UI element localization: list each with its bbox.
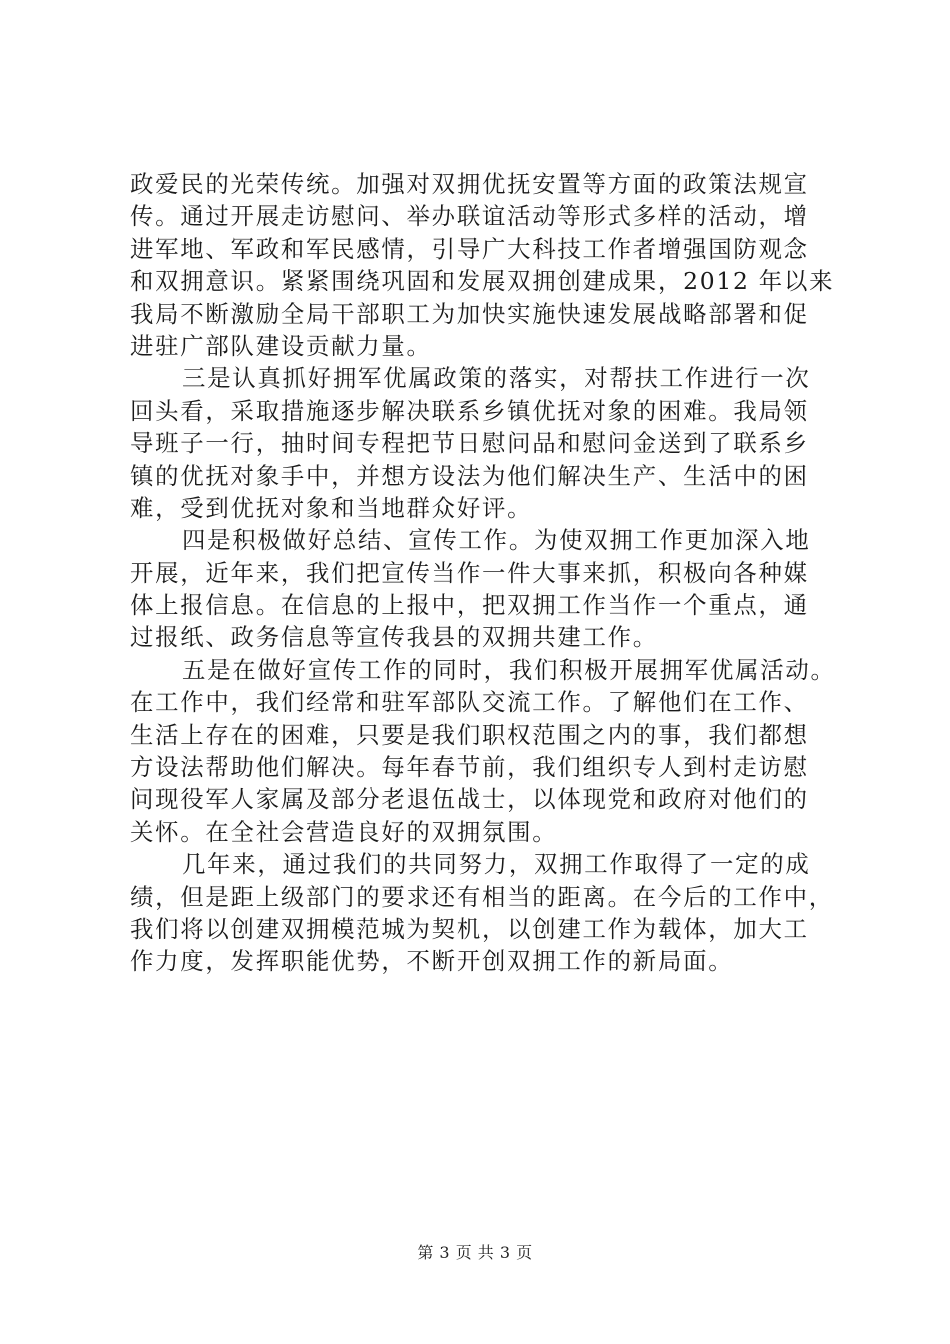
text-line: 开展，近年来，我们把宣传当作一件大事来抓，积极向各种媒 [130,558,809,587]
text-line: 传。通过开展走访慰问、举办联谊活动等形式多样的活动，增 [130,202,809,231]
text-line: 政爱民的光荣传统。加强对双拥优抚安置等方面的政策法规宣 [130,170,809,198]
paragraph-start-line: 三是认真抓好拥军优属政策的落实，对帮扶工作进行一次 [182,364,811,393]
text-line: 镇的优抚对象手中，并想方设法为他们解决生产、生活中的困 [130,461,809,490]
text-line: 作力度，发挥职能优势，不断开创双拥工作的新局面。 [130,947,734,976]
text-line: 在工作中，我们经常和驻军部队交流工作。了解他们在工作、 [130,688,809,717]
text-line: 生活上存在的困难，只要是我们职权范围之内的事，我们都想 [130,720,809,749]
text-line: 我局不断激励全局干部职工为加快实施快速发展战略部署和促 [130,299,809,328]
text-line: 过报纸、政务信息等宣传我县的双拥共建工作。 [130,623,658,652]
text-line: 进驻广部队建设贡献力量。 [130,331,432,360]
paragraph-start-line: 几年来，通过我们的共同努力，双拥工作取得了一定的成 [182,850,811,879]
text-line: 难，受到优抚对象和当地群众好评。 [130,493,533,522]
text-line: 回头看，采取措施逐步解决联系乡镇优抚对象的困难。我局领 [130,396,809,425]
text-line: 关怀。在全社会营造良好的双拥氛围。 [130,817,558,846]
text-line: 方设法帮助他们解决。每年春节前，我们组织专人到村走访慰 [130,753,809,782]
body-text [130,168,836,978]
text-line: 导班子一行，抽时间专程把节日慰问品和慰问金送到了联系乡 [130,429,809,458]
page-footer: 第 3 页 共 3 页 [417,1243,533,1262]
text-line: 我们将以创建双拥模范城为契机，以创建工作为载体，加大工 [130,914,809,943]
text-line: 体上报信息。在信息的上报中，把双拥工作当作一个重点，通 [130,591,809,620]
text-line: 进军地、军政和军民感情，引导广大科技工作者增强国防观念 [130,234,809,263]
paragraph-start-line: 五是在做好宣传工作的同时，我们积极开展拥军优属活动。 [182,655,836,684]
text-line: 绩，但是距上级部门的要求还有相当的距离。在今后的工作中， [130,882,834,911]
text-line: 和双拥意识。紧紧围绕巩固和发展双拥创建成果，2012 年以来 [130,267,835,296]
paragraph-start-line: 四是积极做好总结、宣传工作。为使双拥工作更加深入地 [182,526,811,555]
text-line: 问现役军人家属及部分老退伍战士，以体现党和政府对他们的 [130,785,809,814]
